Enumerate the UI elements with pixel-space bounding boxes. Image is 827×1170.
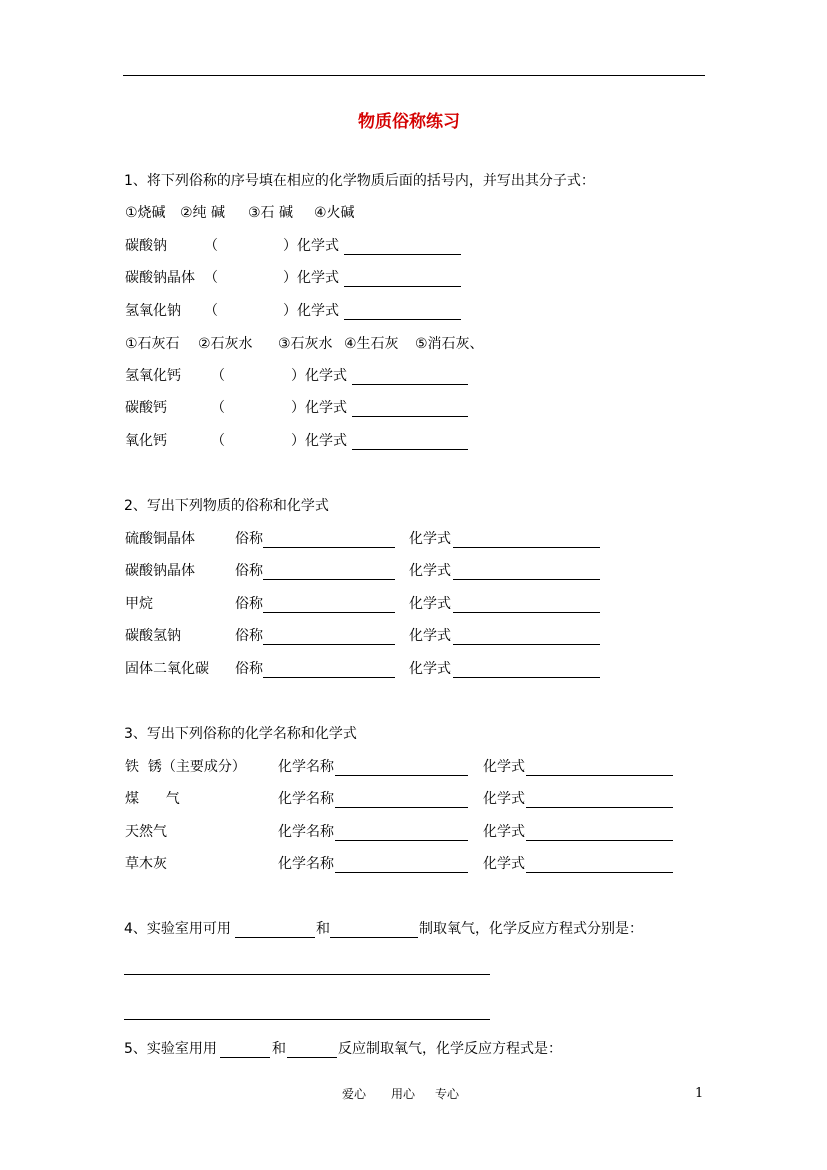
- q2-row2-line1[interactable]: [263, 579, 395, 580]
- q3-row2-label1: 化学名称: [278, 791, 334, 807]
- q2-row1-name: 硫酸铜晶体: [125, 531, 195, 547]
- q4-equation-line1[interactable]: [124, 974, 490, 975]
- q1-row-a3-close: ）化学式: [283, 303, 339, 319]
- q1-row-b2-name: 碳酸钙: [125, 400, 167, 416]
- q1-option-b3: ③石灰水: [278, 336, 333, 352]
- q2-row3-line1[interactable]: [263, 612, 395, 613]
- q1-row-a2-answer-line[interactable]: [344, 286, 461, 287]
- q3-row3-line1[interactable]: [335, 840, 468, 841]
- q1-option-a3: ③石 碱: [248, 205, 294, 221]
- page-number: 1: [695, 1086, 704, 1101]
- q2-row3-label2: 化学式: [409, 596, 451, 612]
- q1-row-a3-answer-line[interactable]: [344, 319, 461, 320]
- q4-equation-line2[interactable]: [124, 1019, 490, 1020]
- q2-row4-label1: 俗称: [235, 628, 263, 644]
- q3-row3-label1: 化学名称: [278, 824, 334, 840]
- q2-row5-label2: 化学式: [409, 661, 451, 677]
- q2-row5-line1[interactable]: [263, 677, 395, 678]
- q4-text-part2: 和: [316, 921, 330, 937]
- q3-row4-line1[interactable]: [335, 872, 468, 873]
- q5-text-part2: 和: [272, 1041, 286, 1057]
- q2-row1-label1: 俗称: [235, 531, 263, 547]
- q3-row1-line2[interactable]: [526, 775, 673, 776]
- q2-row1-line2[interactable]: [453, 547, 600, 548]
- q3-heading: 3、写出下列俗称的化学名称和化学式: [124, 726, 357, 742]
- q1-row-b2-open: （: [211, 400, 225, 416]
- q1-option-a2: ②纯 碱: [180, 205, 226, 221]
- q2-row1-label2: 化学式: [409, 531, 451, 547]
- q4-text-part1: 4、实验室用可用: [124, 921, 231, 937]
- q1-row-b3-name: 氧化钙: [125, 433, 167, 449]
- q5-blank2[interactable]: [287, 1057, 337, 1058]
- q1-option-b2: ②石灰水: [198, 336, 253, 352]
- q2-row4-label2: 化学式: [409, 628, 451, 644]
- q4-blank2[interactable]: [330, 937, 418, 938]
- q1-row-a1-answer-line[interactable]: [344, 254, 461, 255]
- q2-row2-name: 碳酸钠晶体: [125, 563, 195, 579]
- q4-blank1[interactable]: [235, 937, 315, 938]
- q3-row1-label2: 化学式: [483, 759, 525, 775]
- q2-row1-line1[interactable]: [263, 547, 395, 548]
- q1-option-b1: ①石灰石: [125, 336, 180, 352]
- q2-row4-line2[interactable]: [453, 644, 600, 645]
- header-rule: [123, 75, 705, 76]
- q3-row4-label1: 化学名称: [278, 856, 334, 872]
- q2-row5-line2[interactable]: [453, 677, 600, 678]
- q3-row1-line1[interactable]: [335, 775, 468, 776]
- q3-row3-line2[interactable]: [526, 840, 673, 841]
- q3-row2-line2[interactable]: [526, 807, 673, 808]
- q4-text-part3: 制取氧气，化学反应方程式分别是：: [419, 921, 643, 937]
- q1-row-b3-close: ）化学式: [291, 433, 347, 449]
- q1-row-a1-close: ）化学式: [283, 238, 339, 254]
- q2-row3-name: 甲烷: [125, 596, 153, 612]
- footer-motto-3: 专心: [435, 1087, 460, 1101]
- q1-option-b4: ④生石灰: [344, 336, 399, 352]
- q3-row3-name: 天然气: [125, 824, 167, 840]
- q1-heading: 1、将下列俗称的序号填在相应的化学物质后面的括号内，并写出其分子式：: [124, 173, 595, 189]
- q3-row2-label2: 化学式: [483, 791, 525, 807]
- q2-row2-line2[interactable]: [453, 579, 600, 580]
- q3-row1-name: 铁 锈（主要成分）: [125, 759, 246, 775]
- page-title: 物质俗称练习: [358, 112, 460, 132]
- q3-row4-line2[interactable]: [526, 872, 673, 873]
- q2-row5-name: 固体二氧化碳: [125, 661, 209, 677]
- q3-row4-name: 草木灰: [125, 856, 167, 872]
- footer-motto-2: 用心: [391, 1087, 416, 1101]
- q1-option-a4: ④火碱: [314, 205, 355, 221]
- q1-row-b1-close: ）化学式: [291, 368, 347, 384]
- q2-heading: 2、写出下列物质的俗称和化学式: [124, 498, 329, 514]
- q3-row3-label2: 化学式: [483, 824, 525, 840]
- q5-blank1[interactable]: [220, 1057, 270, 1058]
- q1-row-a1-name: 碳酸钠: [125, 238, 167, 254]
- q2-row4-name: 碳酸氢钠: [125, 628, 181, 644]
- q2-row2-label1: 俗称: [235, 563, 263, 579]
- q1-row-b1-name: 氢氧化钙: [125, 368, 181, 384]
- q3-row2-name: 煤 气: [125, 791, 180, 807]
- q1-row-a2-name: 碳酸钠晶体: [125, 270, 195, 286]
- q2-row4-line1[interactable]: [263, 644, 395, 645]
- q3-row1-label1: 化学名称: [278, 759, 334, 775]
- q1-row-b3-answer-line[interactable]: [352, 449, 468, 450]
- q1-row-a2-open: （: [204, 270, 218, 286]
- q2-row3-label1: 俗称: [235, 596, 263, 612]
- q1-row-b2-answer-line[interactable]: [352, 416, 468, 417]
- q1-row-a3-open: （: [204, 303, 218, 319]
- q2-row5-label1: 俗称: [235, 661, 263, 677]
- q3-row2-line1[interactable]: [335, 807, 468, 808]
- q2-row2-label2: 化学式: [409, 563, 451, 579]
- q1-row-a1-open: （: [204, 238, 218, 254]
- q1-option-b5: ⑤消石灰、: [415, 336, 484, 352]
- q5-text-part3: 反应制取氧气，化学反应方程式是：: [338, 1041, 562, 1057]
- q1-option-a1: ①烧碱: [125, 205, 166, 221]
- q1-row-a3-name: 氢氧化钠: [125, 303, 181, 319]
- q1-row-b2-close: ）化学式: [291, 400, 347, 416]
- footer-motto-1: 爱心: [342, 1087, 367, 1101]
- q1-row-a2-close: ）化学式: [283, 270, 339, 286]
- q5-text-part1: 5、实验室用用: [124, 1041, 217, 1057]
- q1-row-b1-open: （: [211, 368, 225, 384]
- q1-row-b3-open: （: [211, 433, 225, 449]
- q2-row3-line2[interactable]: [453, 612, 600, 613]
- q3-row4-label2: 化学式: [483, 856, 525, 872]
- q1-row-b1-answer-line[interactable]: [352, 384, 468, 385]
